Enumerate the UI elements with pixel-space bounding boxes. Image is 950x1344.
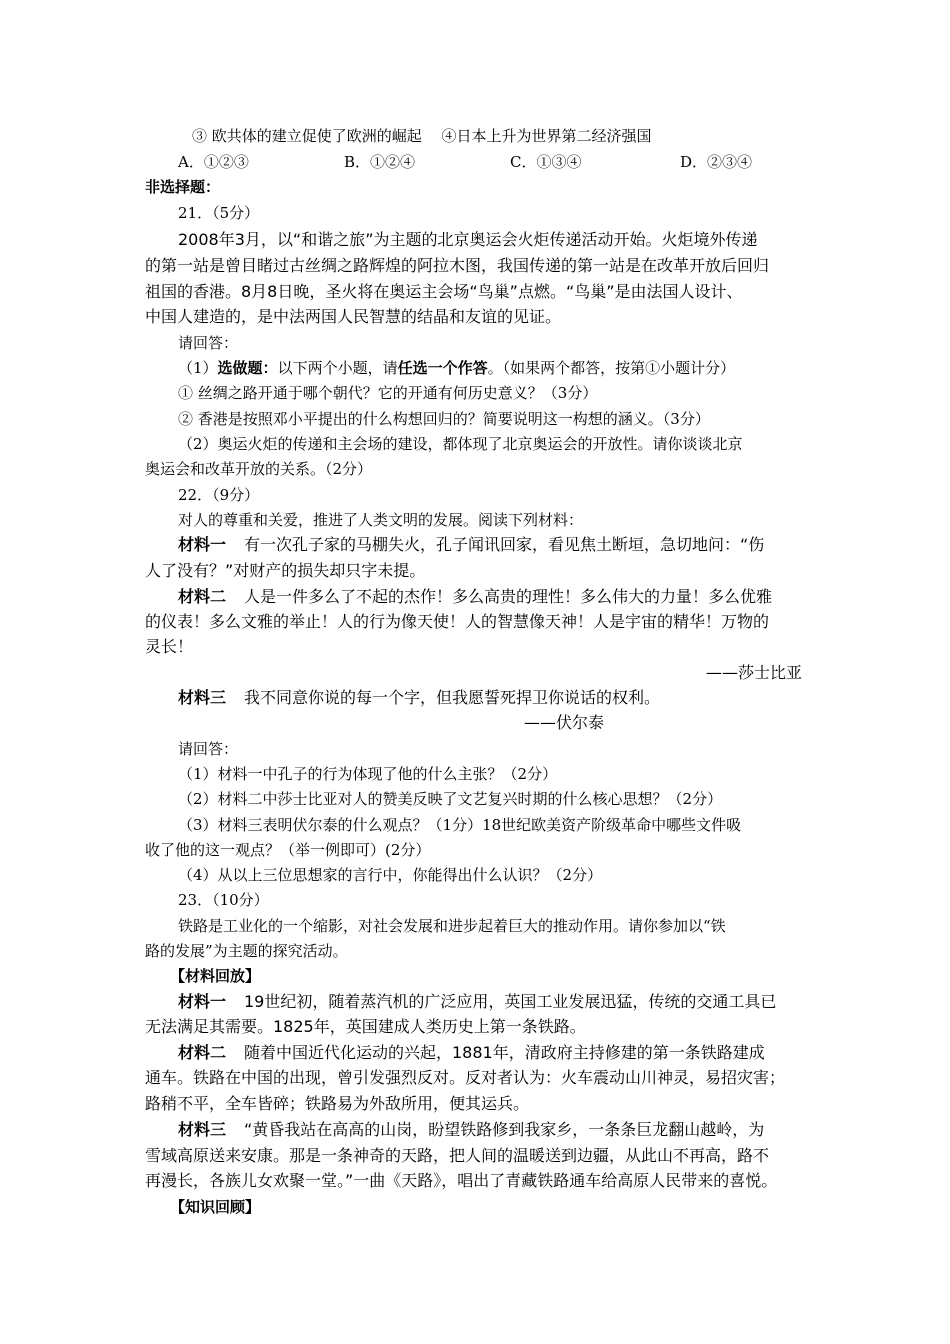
- q22-sub4: （4）从以上三位思想家的言行中，你能得出什么认识？（2分）: [178, 866, 603, 884]
- q23-material-2-line: 通车。铁路在中国的出现，曾引发强烈反对。反对者认为：火车震动山川神灵，易招灾害；: [145, 1068, 786, 1087]
- q21-sub1: [178, 358, 735, 378]
- material-text: 我不同意你说的每一个字，但我愿誓死捍卫你说话的权利。: [244, 688, 661, 707]
- material-label: 材料一: [178, 992, 227, 1011]
- q21-sub1-num: （1）: [178, 359, 218, 377]
- q22-material-3: [178, 688, 660, 708]
- material-text: 随着中国近代化运动的兴起，1881年，清政府主持修建的第一条铁路建成: [244, 1043, 765, 1062]
- q20-choice-b: B．①②④: [344, 153, 416, 171]
- material-label: 材料二: [178, 587, 227, 606]
- q21-option-1: ① 丝绸之路开通于哪个朝代？它的开通有何历史意义？（3分）: [178, 384, 598, 402]
- material-label: 材料三: [178, 1120, 227, 1139]
- q22-sub2: （2）材料二中莎士比亚对人的赞美反映了文艺复兴时期的什么核心思想？（2分）: [178, 790, 723, 808]
- q21-sub2-line: （2）奥运火炬的传递和主会场的建设，都体现了北京奥运会的开放性。请你谈谈北京: [178, 435, 743, 453]
- material-label: 材料二: [178, 1043, 227, 1062]
- q23-section-materials: 【材料回放】: [170, 967, 261, 985]
- q21-sub1-label: 选做题：: [217, 359, 278, 377]
- section-title: 非选择题：: [145, 178, 221, 196]
- q20-choice-a: A．①②③: [178, 153, 249, 171]
- q23-material-1-line: 无法满足其需要。1825年，英国建成人类历史上第一条铁路。: [145, 1017, 586, 1036]
- q22-intro: 对人的尊重和关爱，推进了人类文明的发展。阅读下列材料：: [178, 511, 584, 529]
- q22-material-1: [178, 535, 764, 555]
- q23-material-2: [178, 1043, 765, 1063]
- q23-material-3: [178, 1120, 764, 1140]
- q22-material-2: [178, 587, 772, 607]
- q21-sub1-note: 。（如果两个都答，按第①小题计分）: [487, 359, 736, 377]
- q20-option-line: ③ 欧共体的建立促使了欧洲的崛起 ④日本上升为世界第二经济强国: [192, 127, 652, 145]
- q22-material-1-line: 人了没有？”对财产的损失却只字未提。: [145, 561, 426, 580]
- q21-prompt: 请回答：: [178, 334, 239, 352]
- q22-sub3-line: （3）材料三表明伏尔泰的什么观点？（1分）18世纪欧美资产阶级革命中哪些文件吸: [178, 816, 742, 834]
- material-text: 19世纪初，随着蒸汽机的广泛应用，英国工业发展迅猛，传统的交通工具已: [244, 992, 777, 1011]
- q21-sub2-line: 奥运会和改革开放的关系。（2分）: [145, 460, 373, 478]
- material-label: 材料三: [178, 688, 227, 707]
- q22-prompt: 请回答：: [178, 740, 239, 758]
- material-text: 有一次孔子家的马棚失火，孔子闻讯回家，看见焦土断垣，急切地问：“伤: [244, 535, 765, 554]
- q23-material-3-line: 雪域高原送来安康。那是一条神奇的天路，把人间的温暖送到边疆，从此山不再高，路不: [145, 1146, 770, 1165]
- q22-material-2-source: ——莎士比亚: [706, 663, 803, 682]
- q22-sub1: （1）材料一中孔子的行为体现了他的什么主张？（2分）: [178, 765, 558, 783]
- q23-material-3-line: 再漫长，各族儿女欢聚一堂。”一曲《天路》，唱出了青藏铁路通车给高原人民带来的喜悦。: [145, 1171, 778, 1190]
- q21-sub1-text: 以下两个小题，请: [277, 359, 398, 377]
- q23-intro-line: 铁路是工业化的一个缩影，对社会发展和进步起着巨大的推动作用。请你参加以“铁: [178, 917, 726, 935]
- q21-para-line: 祖国的香港。8月8日晚，圣火将在奥运主会场“鸟巢”点燃。“鸟巢”是由法国人设计、: [145, 282, 743, 301]
- q20-choice-c: C．①③④: [510, 153, 582, 171]
- q23-section-knowledge: 【知识回顾】: [170, 1198, 261, 1216]
- q21-option-2: ② 香港是按照邓小平提出的什么构想回归的？简要说明这一构想的涵义。（3分）: [178, 410, 710, 428]
- material-text: 人是一件多么了不起的杰作！多么高贵的理性！多么伟大的力量！多么优雅: [244, 587, 773, 606]
- q22-material-2-line: 的仪表！多么文雅的举止！人的行为像天使！人的智慧像天神！人是宇宙的精华！万物的: [145, 612, 770, 631]
- q23-heading: 23．（10分）: [178, 891, 269, 909]
- q21-para-line: 的第一站是曾目睹过古丝绸之路辉煌的阿拉木图，我国传递的第一站是在改革开放后回归: [145, 256, 770, 275]
- q23-intro-line: 路的发展”为主题的探究活动。: [145, 942, 348, 960]
- q21-sub1-emph: 任选一个作答: [397, 359, 488, 377]
- q21-heading: 21．（5分）: [178, 204, 260, 222]
- q22-heading: 22．（9分）: [178, 486, 260, 504]
- q23-material-2-line: 路稍不平，全车皆碎；铁路易为外敌所用，便其运兵。: [145, 1094, 530, 1113]
- q22-material-2-line: 灵长！: [145, 637, 194, 656]
- q22-material-3-source: ——伏尔泰: [524, 713, 605, 732]
- material-label: 材料一: [178, 535, 227, 554]
- q20-choice-d: D．②③④: [680, 153, 753, 171]
- q21-para-line: 中国人建造的，是中法两国人民智慧的结晶和友谊的见证。: [145, 307, 562, 326]
- q23-material-1: [178, 992, 776, 1012]
- material-text: “黄昏我站在高高的山岗，盼望铁路修到我家乡，一条条巨龙翻山越岭，为: [244, 1120, 765, 1139]
- q21-para-line: 2008年3月，以“和谐之旅”为主题的北京奥运会火炬传递活动开始。火炬境外传递: [178, 230, 758, 249]
- q22-sub3-line: 收了他的这一观点？（举一例即可）(2分）: [145, 841, 431, 859]
